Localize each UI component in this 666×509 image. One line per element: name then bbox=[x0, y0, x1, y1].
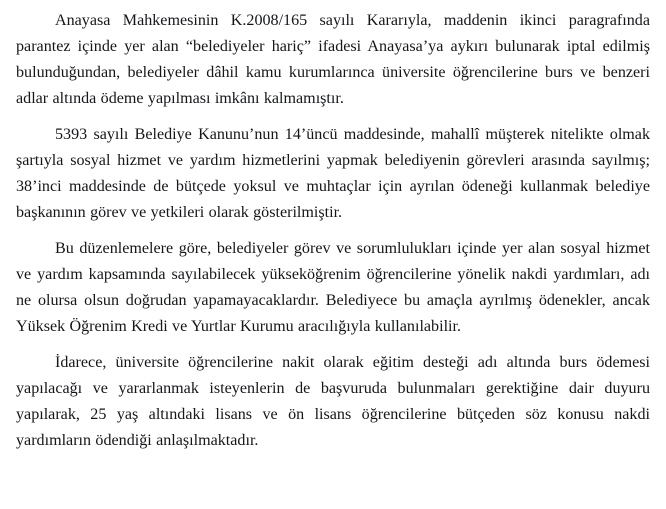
paragraph-3: Bu düzenlemelere göre, belediyeler görev ve sorumlulukları içinde yer alan sosyal hizmet ve yardım kapsamında sayılabilecek yükseköğrenim öğrencilerine yönelik nakdi yardımları, adı ne olursa olsun doğrudan yapamayacaklardır. Belediyece bu amaçla ayrılmış ödenekler, ancak Yüksek Öğrenim Kredi ve Yurtlar Kurumu aracılığıyla kullanılabilir. bbox=[16, 240, 650, 335]
paragraph-2: 5393 sayılı Belediye Kanunu’nun 14’üncü maddesinde, mahallî müşterek nitelikte olmak şartıyla sosyal hizmet ve yardım hizmetlerini yapmak belediyenin görevleri arasında sayılmış; 38’inci maddesinde de bütçede yoksul ve muhtaçlar için ayrılan ödeneği kullanmak belediye başkanının görev ve yetkileri olarak gösterilmiştir. bbox=[16, 126, 650, 221]
document-text-body bbox=[16, 8, 650, 454]
paragraph-1: Anayasa Mahkemesinin K.2008/165 sayılı Kararıyla, maddenin ikinci paragrafında parantez içinde yer alan “belediyeler hariç” ifadesi Anayasa’ya aykırı bulunarak iptal edilmiş bulunduğundan, belediyeler dâhil kamu kurumlarınca üniversite öğrencilerine burs ve benzeri adlar altında ödeme yapılması imkânı kalmamıştır. bbox=[16, 12, 650, 107]
paragraph-4: İdarece, üniversite öğrencilerine nakit olarak eğitim desteği adı altında burs ödemesi yapılacağı ve yararlanmak isteyenlerin de başvuruda bulunmaları gerektiğine dair duyuru yapılarak, 25 yaş altındaki lisans ve ön lisans öğrencilerine bütçeden söz konusu nakdi yardımların ödendiği anlaşılmaktadır. bbox=[16, 354, 650, 449]
